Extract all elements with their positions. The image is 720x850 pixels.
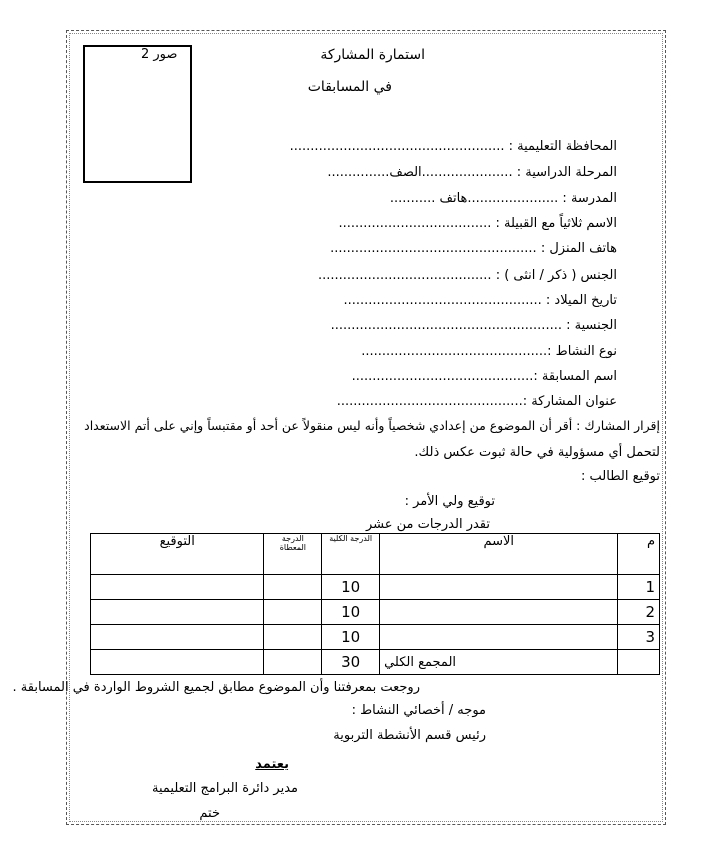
table-total-row [91,650,660,675]
table-row [91,625,660,650]
field-full-name: الاسم ثلاثياً مع القبيلة : ..................................... [338,216,617,231]
row-name-cell[interactable] [380,575,618,600]
grades-table [90,533,660,675]
field-activity-type: نوع النشاط :............................................. [361,344,617,359]
row-max-grade: 10 [322,575,380,600]
field-school: المدرسة : ......................هاتف ........... [389,191,617,206]
row-max-grade: 10 [322,600,380,625]
field-competition-name: اسم المسابقة :............................................ [351,369,617,384]
photo-box [83,45,192,183]
table-header-row [91,534,660,575]
row-signature-cell[interactable] [91,575,264,600]
row-signature-cell[interactable] [91,625,264,650]
field-entry-title: عنوان المشاركة :............................................. [336,394,617,409]
row-max-grade: 10 [322,625,380,650]
supervisor-label: موجه / أخصائي النشاط : [351,703,486,718]
dept-head-label: رئيس قسم الأنشطة التربوية [333,728,486,743]
row-awarded-cell[interactable] [264,600,322,625]
total-label: المجمع الكلي [380,650,618,675]
row-name-cell[interactable] [380,625,618,650]
director-label: مدير دائرة البرامج التعليمية [151,781,298,796]
field-gender: الجنس ( ذكر / انثى ) : .......................................... [318,268,617,283]
table-row [91,575,660,600]
header-awarded-grade: الدرجة المعطاة [264,534,322,575]
total-value: 30 [322,650,380,675]
row-awarded-cell[interactable] [264,625,322,650]
header-m: م [618,534,660,575]
total-awarded-cell[interactable] [264,650,322,675]
field-nationality: الجنسية : ........................................................ [330,318,617,333]
reviewed-statement: روجعت بمعرفتنا وأن الموضوع مطابق لجميع الشروط الواردة في المسابقة . [12,680,420,695]
row-awarded-cell[interactable] [264,575,322,600]
form-title: استمارة المشاركة [320,47,425,63]
approved-label: يعتمد [255,757,289,772]
grades-note: تقدر الدرجات من عشر [366,517,490,532]
field-birth-date: تاريخ الميلاد : ................................................ [343,293,617,308]
table-row [91,600,660,625]
total-empty-cell [618,650,660,675]
row-index: 1 [618,575,660,600]
total-signature-cell[interactable] [91,650,264,675]
photo-label: 2 صور [141,47,178,62]
field-governorate: المحافظة التعليمية : .................................................... [289,139,617,154]
form-subtitle: في المسابقات [307,79,392,95]
declaration-line-2: لتحمل أي مسؤولية في حالة ثبوت عكس ذلك. [414,445,660,460]
header-max-grade: الدرجة الكلية [322,534,380,575]
row-signature-cell[interactable] [91,600,264,625]
guardian-signature-label: توقيع ولي الأمر : [404,494,495,509]
row-name-cell[interactable] [380,600,618,625]
student-signature-label: توقيع الطالب : [581,469,660,484]
row-index: 2 [618,600,660,625]
row-index: 3 [618,625,660,650]
header-signature: التوقيع [91,534,264,575]
field-stage: المرحلة الدراسية : ......................الصف............... [327,165,617,180]
header-name: الاسم [380,534,618,575]
stamp-label: ختم [199,806,220,821]
declaration-line-1: إقرار المشارك : أقر أن الموضوع من إعدادي شخصياً وأنه ليس منقولاً عن أحد أو مقتبساً وإني على أتم الاستعداد [84,418,660,433]
field-home-phone: هاتف المنزل : .................................................. [330,241,617,256]
